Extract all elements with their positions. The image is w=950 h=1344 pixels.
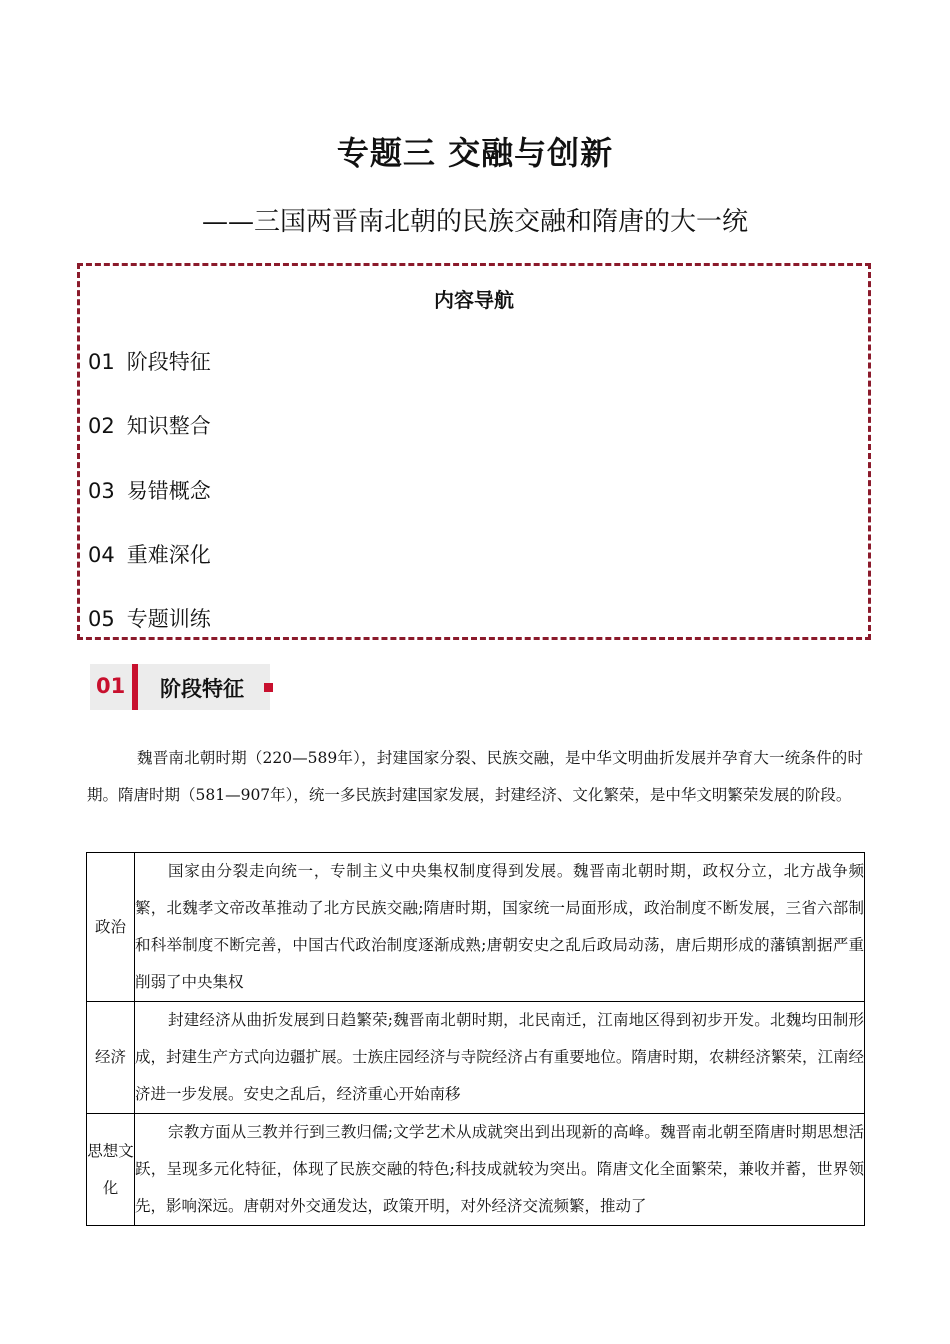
- row-content: 封建经济从曲折发展到日趋繁荣;魏晋南北朝时期，北民南迁，江南地区得到初步开发。北魏均田制形成，封建生产方式向边疆扩展。士族庄园经济与寺院经济占有重要地位。隋唐时期，农耕经济繁荣，江南经济进一步发展。安史之乱后，经济重心开始南移: [135, 1002, 865, 1114]
- nav-item-4[interactable]: [88, 539, 211, 569]
- section-divider-bar: [132, 664, 138, 710]
- row-content: 宗教方面从三教并行到三教归儒;文学艺术从成就突出到出现新的高峰。魏晋南北朝至隋唐时期思想活跃，呈现多元化特征，体现了民族交融的特色;科技成就较为突出。隋唐文化全面繁荣，兼收并蓄，世界领先，影响深远。唐朝对外交通发达，政策开明，对外经济交流频繁，推动了: [135, 1114, 865, 1226]
- row-label: 政治: [87, 853, 135, 1002]
- stage-features-table: [86, 852, 865, 1226]
- nav-item-label: 知识整合: [126, 414, 211, 438]
- nav-item-label: 易错概念: [126, 479, 211, 503]
- row-content: 国家由分裂走向统一，专制主义中央集权制度得到发展。魏晋南北朝时期，政权分立，北方战争频繁，北魏孝文帝改革推动了北方民族交融;隋唐时期，国家统一局面形成，政治制度不断发展，三省六部制和科举制度不断完善，中国古代政治制度逐渐成熟;唐朝安史之乱后政局动荡，唐后期形成的藩镇割据严重削弱了中央集权: [135, 853, 865, 1002]
- nav-item-5[interactable]: [88, 603, 211, 633]
- page-subtitle: ——三国两晋南北朝的民族交融和隋唐的大一统: [201, 207, 748, 237]
- intro-paragraph: 魏晋南北朝时期（220—589年），封建国家分裂、民族交融，是中华文明曲折发展并孕育大一统条件的时期。隋唐时期（581—907年），统一多民族封建国家发展，封建经济、文化繁荣，是中华文明繁荣发展的阶段。: [87, 749, 863, 804]
- square-bullet-icon: [264, 683, 273, 692]
- content-navigation-box: [77, 263, 871, 640]
- section-header: [90, 664, 270, 710]
- nav-title: 内容导航: [434, 288, 514, 312]
- nav-item-label: 重难深化: [126, 543, 211, 567]
- table-row: [87, 1002, 865, 1114]
- nav-item-label: 阶段特征: [126, 350, 211, 374]
- nav-item-num: 05: [88, 607, 115, 631]
- nav-item-num: 02: [88, 414, 115, 438]
- row-label: 思想文化: [87, 1114, 135, 1226]
- nav-item-2[interactable]: [88, 410, 211, 440]
- nav-item-label: 专题训练: [126, 607, 211, 631]
- nav-item-3[interactable]: [88, 475, 211, 505]
- row-label: 经济: [87, 1002, 135, 1114]
- table-row: [87, 1114, 865, 1226]
- nav-item-num: 03: [88, 479, 115, 503]
- page-title: 专题三 交融与创新: [336, 134, 614, 172]
- table-row: [87, 853, 865, 1002]
- section-number: 01: [96, 674, 126, 698]
- nav-item-num: 04: [88, 543, 115, 567]
- nav-item-num: 01: [88, 350, 115, 374]
- nav-item-1[interactable]: [88, 346, 211, 376]
- section-title: 阶段特征: [160, 677, 244, 701]
